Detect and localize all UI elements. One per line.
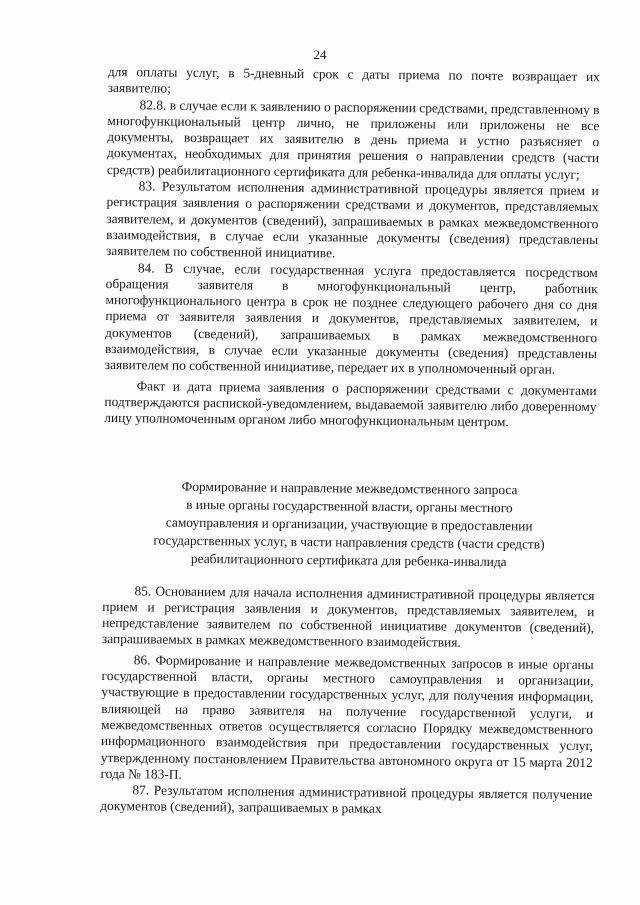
paragraph-receipt-fact: Факт и дата приема заявления о распоряжении средствами с документами подтверждаются распиской-уведомлением, выдаваемой заявителю либо доверенному лицу уполномоченным органом либо многофункциональным центром. xyxy=(104,377,597,430)
page-number: 24 xyxy=(313,47,327,62)
section-heading: Формирование и направление межведомственного запроса в иные органы государственной власти, органы местного самоуправления и организации, участвующие в предоставлении государственных услуг, в части направления средств (части средств) реабилитационного сертификата для ребенка-инвалида xyxy=(153,478,545,569)
paragraph-continuation: для оплаты услуг, в 5-дневный срок с даты приема по почте возвращает их заявителю; xyxy=(107,64,600,96)
document-body xyxy=(100,64,600,820)
section-spacer xyxy=(104,427,596,482)
paragraph-82-8: 82.8. в случае если к заявлению о распоряжении средствами, представленному в многофункциональный центр лично, не приложены или приложены не все документы, возвращает их заявителю в день приема и устно разъясняет о документах, необходимых для принятия решения о направлении средств (части средств) реабилитационного сертификата для ребенка-инвалида для оплаты услуг; xyxy=(106,96,600,182)
paragraph-86: 86. Формирование и направление межведомственных запросов в иные органы государственной власти, органы местного самоуправления и организации, участвующие в предоставлении государственных услуг, для получения информации, влияющей на право заявителя на получение государственной услуги, и межведомственных ответов осуществляется согласно Порядку межведомственного информационного взаимодействия при предоставлении государственных услуг, утвержденному постановлением Правительства автономного округа от 15 марта 2012 года № 183-П. xyxy=(100,652,594,782)
paragraph-84: 84. В случае, если государственная услуга предоставляется посредством обращения заявителя в многофункциональный центр, работник многофункционального центра в срок не позднее следующего рабочего дня со дня приема от заявителя заявления и документов, представляемых заявителем, и документов (сведений), запрашиваемых в рамках межведомственного взаимодействия, в случае если указанные документы (сведения) представлены заявителем по собственной инициативе, передает их в уполномоченный орган. xyxy=(104,259,598,378)
paragraph-85: 85. Основанием для начала исполнения административной процедуры является прием и регистрация заявления и документов, представляемых заявителем, и непредставление заявителем по собственной инициативе документов (сведений), запрашиваемых в рамках межведомственного взаимодействия. xyxy=(101,582,595,651)
paragraph-87: 87. Результатом исполнения административной процедуры является получение документов (сведений), запрашиваемых в рамках xyxy=(100,782,593,817)
paragraph-83: 83. Результатом исполнения административной процедуры является прием и регистрация заявления о распоряжении средствами и документов, представляемых заявителем, и документов (сведений), запрашиваемых в рамках межведомственного взаимодействия, в случае если указанные документы (сведения) представлены заявителем по собственной инициативе. xyxy=(105,178,599,261)
